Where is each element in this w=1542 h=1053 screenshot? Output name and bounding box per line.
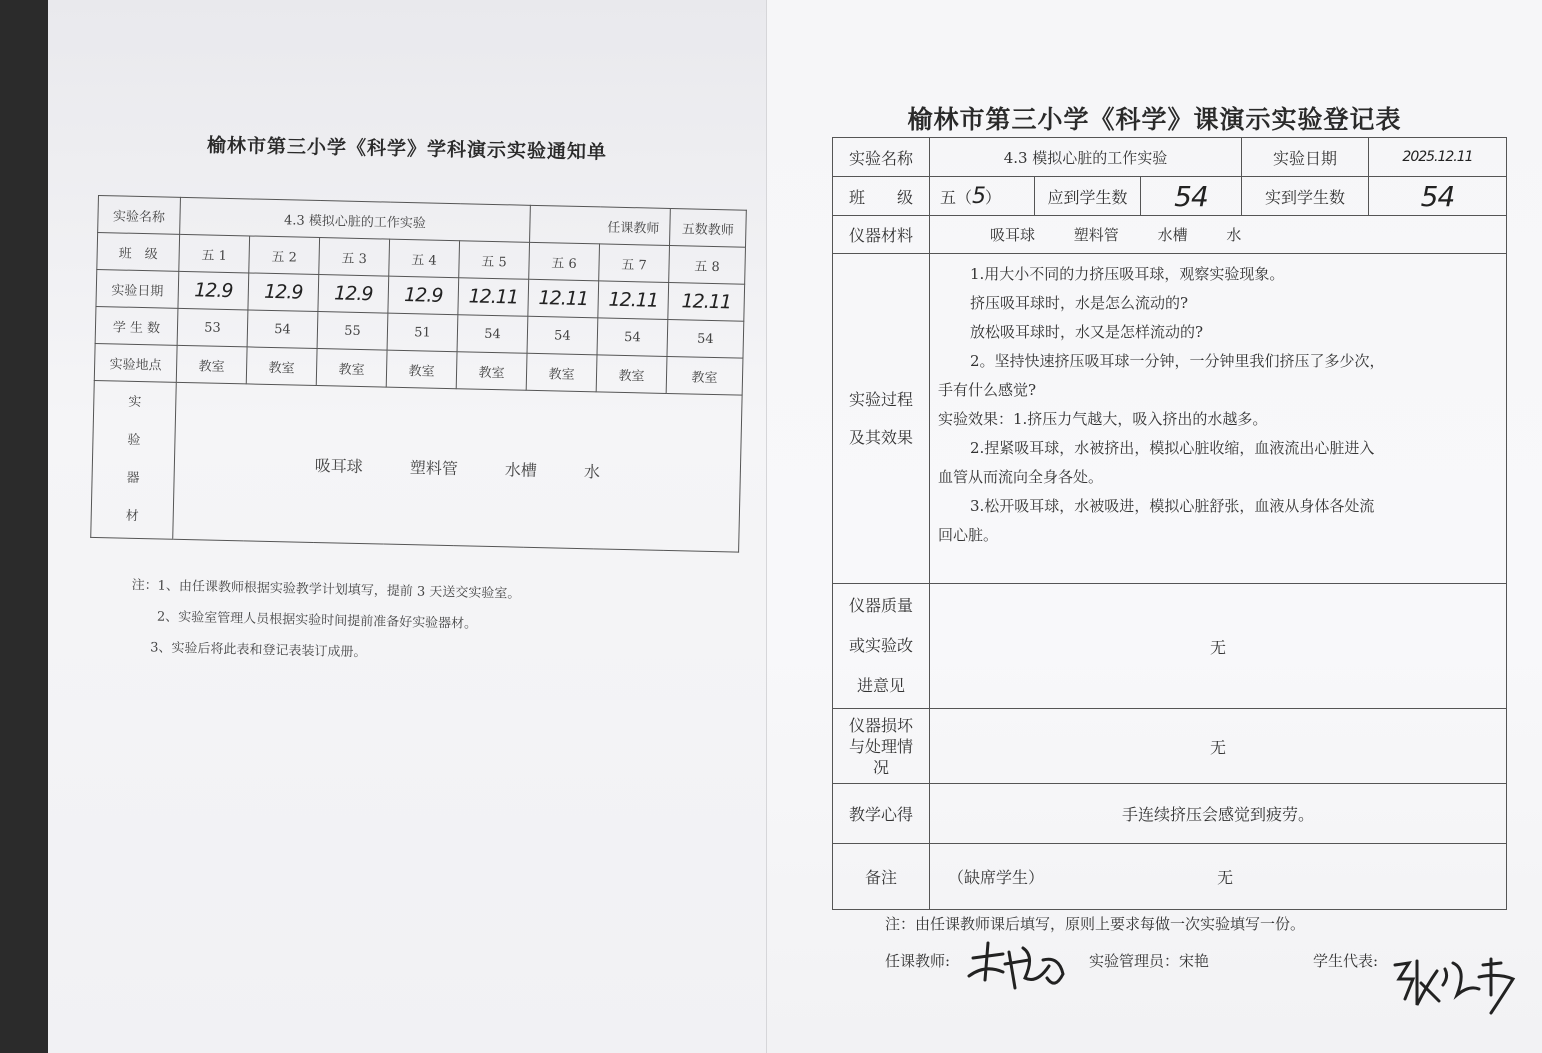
register-date-value: 2025.12.11 [1369,138,1507,177]
remark-sub: （缺席学生） [948,868,1045,887]
process-label-line: 及其效果 [848,427,913,447]
notice-page [48,0,766,1053]
notice-place-cell: 教室 [526,353,597,392]
notice-place-cell: 教室 [176,345,247,384]
process-line: 3.松开吸耳球，水被吸进，模拟心脏舒张，血液从身体各处流 [970,497,1375,515]
equipment-item: 水 [583,461,601,481]
notice-class-cell: 五 1 [179,234,250,273]
notice-class-cell: 五 7 [599,244,670,283]
notice-teacher-label: 任课教师 [530,205,671,245]
class-number: 5 [972,183,986,209]
register-damage-value: 无 [930,709,1507,784]
remark-value: 无 [1217,868,1234,887]
equip-label-char: 验 [127,432,141,449]
damage-label-line: 况 [872,757,889,777]
notice-table-wrapper [90,195,746,553]
notice-count-cell: 54 [527,316,598,355]
register-damage-label [833,709,930,784]
notice-place-label: 实验地点 [94,343,177,382]
teacher-signature [963,938,1083,1000]
notice-class-cell: 五 2 [249,236,320,275]
register-quality-label [833,584,930,709]
register-expected-value: 54 [1141,177,1242,216]
register-remark-value [930,844,1507,910]
notice-equipment-label [91,380,177,539]
quality-label-line: 进意见 [856,676,905,695]
admin-label: 实验管理员：宋艳 [1089,952,1210,970]
notice-count-label: 学 生 数 [95,306,178,345]
student-label: 学生代表: [1313,952,1379,970]
damage-label-line: 与处理情 [848,736,913,756]
process-line: 1.用大小不同的力挤压吸耳球，观察实验现象。 [970,265,1285,283]
process-line: 2。坚持快速挤压吸耳球一分钟，一分钟里我们挤压了多少次， [970,352,1385,370]
register-name-value: 4.3 模拟心脏的工作实验 [930,138,1242,177]
material-item: 水 [1226,226,1242,244]
register-row-damage [833,709,1507,784]
register-page [766,0,1542,1053]
material-item: 吸耳球 [990,226,1036,244]
register-insight-label: 教学心得 [833,784,930,844]
notice-place-cell: 教室 [596,355,667,394]
class-suffix: ） [985,187,1002,207]
register-actual-label: 实到学生数 [1242,177,1369,216]
notice-count-cell: 54 [667,319,744,358]
notice-name-value: 4.3 模拟心脏的工作实验 [180,197,531,242]
register-footnote: 注：由任课教师课后填写，原则上要求每做一次实验填写一份。 [885,915,1306,933]
notice-date-cell: 12.11 [528,279,599,318]
notice-count-cell: 54 [597,318,668,357]
notice-count-cell: 54 [457,315,528,354]
student-signature [1387,955,1527,1025]
register-remark-label: 备注 [833,844,930,910]
material-item: 水槽 [1157,226,1188,244]
register-actual-value: 54 [1369,177,1507,216]
process-line: 血管从而流向全身各处。 [938,468,1104,486]
notice-date-cell: 12.11 [458,278,529,317]
register-table [832,137,1507,910]
notice-date-cell: 12.9 [318,275,389,314]
process-line: 实验效果：1.挤压力气越大，吸入挤出的水越多。 [938,410,1268,428]
notice-note-line: 注：1、由任课教师根据实验教学计划填写，提前 3 天送交实验室。 [131,577,521,602]
register-expected-label: 应到学生数 [1035,177,1141,216]
register-table-wrapper [832,137,1506,910]
notice-date-cell: 12.9 [248,273,319,312]
notice-place-cell: 教室 [386,350,457,389]
notice-place-cell: 教室 [246,347,317,386]
notice-note-line: 3、实验后将此表和登记表装订成册。 [150,640,367,661]
equip-label-char: 实 [128,394,142,411]
equip-label-char: 器 [126,470,140,487]
notice-count-cell: 53 [177,308,248,347]
notice-date-cell: 12.11 [598,281,669,320]
register-materials-value [930,216,1507,254]
register-name-label: 实验名称 [833,138,930,177]
notice-note-line: 2、实验室管理人员根据实验时间提前准备好实验器材。 [156,609,478,632]
register-process-value [930,254,1507,584]
register-row-class [833,177,1507,216]
process-label-line: 实验过程 [848,389,913,409]
notice-notes [130,570,521,672]
notice-count-cell: 55 [317,312,388,351]
teacher-label: 任课教师: [885,952,951,970]
damage-label-line: 仪器损坏 [848,715,913,735]
register-row-name [833,138,1507,177]
process-line: 2.捏紧吸耳球，水被挤出，模拟心脏收缩，血液流出心脏进入 [970,439,1375,457]
quality-label-line: 仪器质量 [848,596,913,615]
notice-count-cell: 54 [247,310,318,349]
register-date-label: 实验日期 [1242,138,1369,177]
register-row-quality [833,584,1507,709]
register-row-remark [833,844,1507,910]
notice-row-equipment [91,380,742,552]
notice-title: 榆林市第三小学《科学》学科演示实验通知单 [206,134,608,164]
equip-label-char: 材 [125,508,139,525]
process-line: 放松吸耳球时，水又是怎样流动的? [970,323,1204,341]
process-line: 手有什么感觉? [938,381,1037,399]
notice-date-cell: 12.9 [388,276,459,315]
register-class-label: 班 级 [833,177,930,216]
register-row-process [833,254,1507,584]
notice-date-cell: 12.11 [668,282,745,321]
register-row-insight [833,784,1507,844]
notice-class-cell: 五 4 [389,239,460,278]
class-prefix: 五（ [940,187,973,207]
notice-table [90,195,747,553]
notice-class-cell: 五 8 [669,245,746,284]
equipment-item: 水槽 [504,459,538,480]
notice-class-label: 班 级 [97,233,180,272]
register-class-value [930,177,1035,216]
register-title: 榆林市第三小学《科学》课演示实验登记表 [907,105,1402,134]
notice-place-cell: 教室 [456,352,527,391]
notice-equipment-value [173,382,742,552]
notice-place-cell: 教室 [316,349,387,388]
notice-date-label: 实验日期 [96,269,179,308]
register-process-label [833,254,930,584]
notice-teacher-value: 五数教师 [670,208,747,247]
register-insight-value: 手连续挤压会感觉到疲劳。 [930,784,1507,844]
process-line: 挤压吸耳球时，水是怎么流动的? [970,294,1189,312]
register-materials-label: 仪器材料 [833,216,930,254]
notice-class-cell: 五 3 [319,238,390,277]
quality-label-line: 或实验改 [848,636,913,655]
process-line: 回心脏。 [938,526,999,544]
material-item: 塑料管 [1073,226,1119,244]
notice-place-cell: 教室 [666,356,743,395]
register-row-materials [833,216,1507,254]
notice-date-cell: 12.9 [178,271,249,310]
notice-class-cell: 五 6 [529,242,600,281]
notice-count-cell: 51 [387,313,458,352]
notice-name-label: 实验名称 [98,196,181,235]
equipment-item: 吸耳球 [314,455,363,476]
register-quality-value: 无 [930,584,1507,709]
notice-class-cell: 五 5 [459,241,530,280]
equipment-item: 塑料管 [409,457,459,478]
